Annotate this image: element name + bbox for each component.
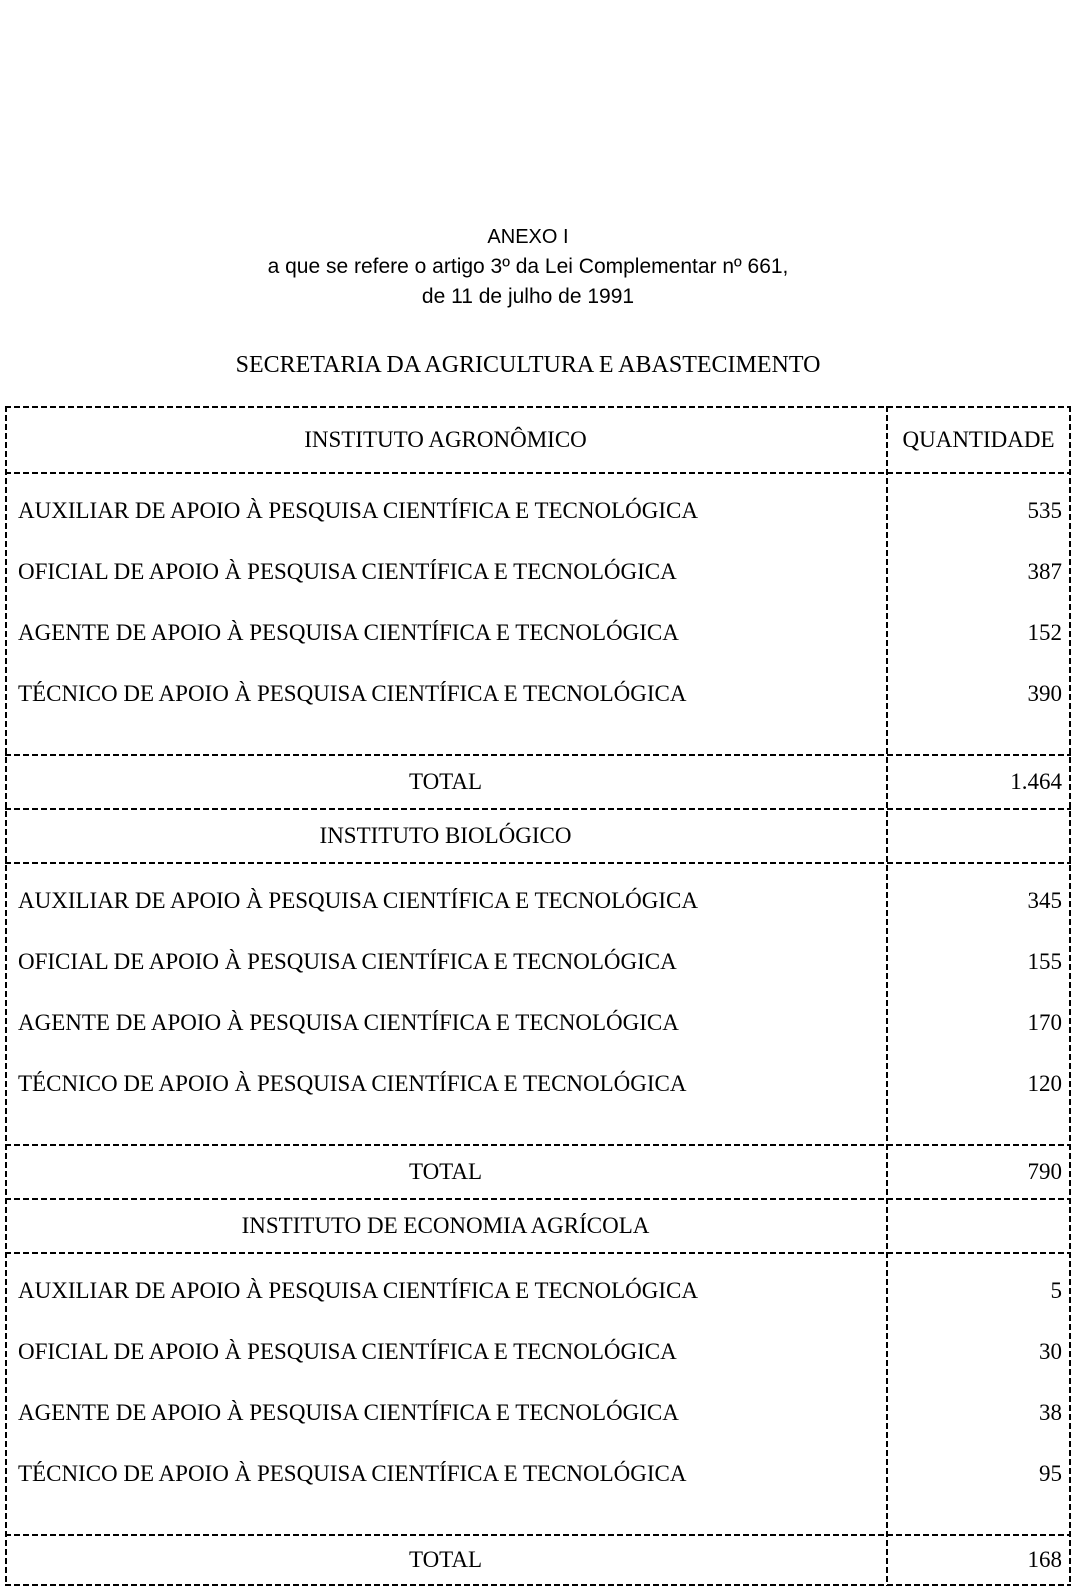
law-reference-line: a que se refere o artigo 3º da Lei Complementar nº 661, <box>267 255 789 278</box>
total-label: TOTAL <box>408 1547 483 1572</box>
job-quantity: 155 <box>1027 948 1062 974</box>
total-value: 1.464 <box>1010 769 1062 794</box>
job-quantity: 120 <box>1027 1070 1062 1096</box>
total-row-economia <box>5 1536 1071 1584</box>
table-header-row <box>5 408 1071 472</box>
total-row-biologico <box>5 1146 1071 1198</box>
document-heading <box>0 0 1077 312</box>
table-row <box>5 1321 1071 1382</box>
section-header-economia <box>5 1200 1071 1252</box>
total-value: 790 <box>1027 1159 1062 1184</box>
job-label: AGENTE DE APOIO À PESQUISA CIENTÍFICA E TECNOLÓGICA <box>18 619 679 645</box>
quantity-table <box>5 406 1071 1586</box>
table-row <box>5 931 1071 992</box>
anexo-title: ANEXO I <box>487 226 569 248</box>
job-quantity: 390 <box>1027 680 1062 706</box>
table-left-border <box>5 406 7 1586</box>
job-quantity: 95 <box>1039 1460 1062 1486</box>
job-label: TÉCNICO DE APOIO À PESQUISA CIENTÍFICA E TECNOLÓGICA <box>18 1070 687 1096</box>
section-rows-agronomico <box>5 474 1071 754</box>
job-quantity: 38 <box>1039 1399 1062 1425</box>
job-label: AGENTE DE APOIO À PESQUISA CIENTÍFICA E TECNOLÓGICA <box>18 1399 679 1425</box>
column-divider <box>886 406 888 1586</box>
job-quantity: 535 <box>1027 497 1062 523</box>
table-row <box>5 1053 1071 1114</box>
section-title-economia: INSTITUTO DE ECONOMIA AGRÍCOLA <box>241 1213 650 1238</box>
job-label: OFICIAL DE APOIO À PESQUISA CIENTÍFICA E TECNOLÓGICA <box>18 558 677 584</box>
table-row <box>5 870 1071 931</box>
job-label: AUXILIAR DE APOIO À PESQUISA CIENTÍFICA E TECNOLÓGICA <box>18 497 698 523</box>
job-label: AUXILIAR DE APOIO À PESQUISA CIENTÍFICA E TECNOLÓGICA <box>18 1277 698 1303</box>
table-row <box>5 602 1071 663</box>
section-header-biologico <box>5 810 1071 862</box>
job-label: AGENTE DE APOIO À PESQUISA CIENTÍFICA E TECNOLÓGICA <box>18 1009 679 1035</box>
total-label: TOTAL <box>408 769 483 794</box>
total-value: 168 <box>1027 1547 1062 1572</box>
section-title-agronomico: INSTITUTO AGRONÔMICO <box>304 427 587 452</box>
section-rows-economia <box>5 1254 1071 1534</box>
job-quantity: 152 <box>1027 619 1062 645</box>
quantity-column-header: QUANTIDADE <box>902 427 1055 452</box>
job-quantity: 170 <box>1027 1009 1062 1035</box>
section-rows-biologico <box>5 864 1071 1144</box>
secretaria-title: SECRETARIA DA AGRICULTURA E ABASTECIMENTO <box>235 352 821 378</box>
table-row <box>5 1260 1071 1321</box>
job-quantity: 30 <box>1039 1338 1062 1364</box>
job-label: OFICIAL DE APOIO À PESQUISA CIENTÍFICA E TECNOLÓGICA <box>18 948 677 974</box>
job-quantity: 387 <box>1027 558 1062 584</box>
table-right-border <box>1069 406 1071 1586</box>
table-row <box>5 541 1071 602</box>
job-quantity: 5 <box>1050 1277 1062 1303</box>
table-row <box>5 480 1071 541</box>
total-row-agronomico <box>5 756 1071 808</box>
law-date-line: de 11 de julho de 1991 <box>421 285 635 308</box>
total-label: TOTAL <box>408 1159 483 1184</box>
table-bottom-border <box>5 1584 1071 1586</box>
table-row <box>5 663 1071 724</box>
job-label: TÉCNICO DE APOIO À PESQUISA CIENTÍFICA E TECNOLÓGICA <box>18 1460 687 1486</box>
section-title-biologico: INSTITUTO BIOLÓGICO <box>319 823 572 848</box>
job-label: AUXILIAR DE APOIO À PESQUISA CIENTÍFICA E TECNOLÓGICA <box>18 887 698 913</box>
job-quantity: 345 <box>1027 887 1062 913</box>
table-row <box>5 1443 1071 1504</box>
job-label: OFICIAL DE APOIO À PESQUISA CIENTÍFICA E TECNOLÓGICA <box>18 1338 677 1364</box>
table-row <box>5 1382 1071 1443</box>
table-row <box>5 992 1071 1053</box>
job-label: TÉCNICO DE APOIO À PESQUISA CIENTÍFICA E TECNOLÓGICA <box>18 680 687 706</box>
